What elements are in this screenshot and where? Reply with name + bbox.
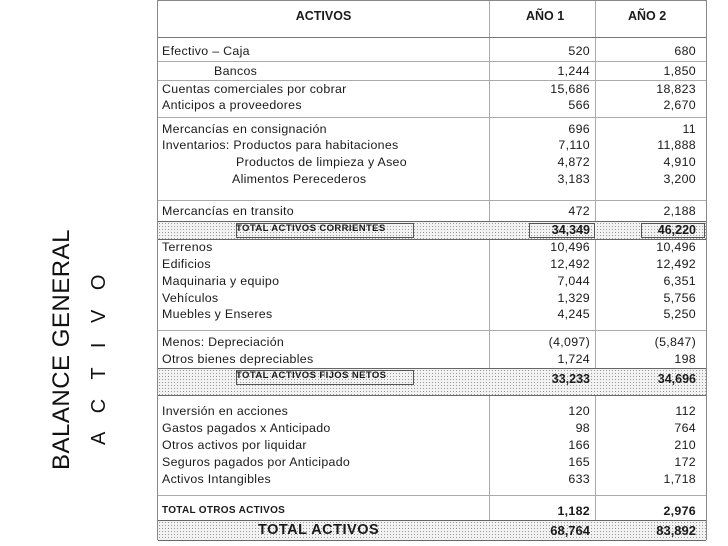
row-divider [158,495,706,496]
table-row: Muebles y Enseres 4,245 5,250 [162,307,696,321]
row-divider [158,80,706,81]
table-row: Terrenos 10,496 10,496 [162,240,696,254]
header-year-1: AÑO 1 [526,9,565,23]
table-row: Vehículos 1,329 5,756 [162,291,696,305]
table-row: Activos Intangibles 633 1,718 [162,472,696,486]
total-otros-activos: TOTAL OTROS ACTIVOS 1,182 2,976 [162,504,696,518]
page-subtitle: A C T I V O [88,267,110,445]
table-row: Seguros pagados por Anticipado 165 172 [162,455,696,469]
row-divider [158,117,706,118]
header-divider [158,37,706,38]
table-row: Gastos pagados x Anticipado 98 764 [162,421,696,435]
balance-sheet-table [157,0,707,540]
table-row: Cuentas comerciales por cobrar 15,686 18,823 [162,82,696,96]
row-divider [158,200,706,201]
table-row: Efectivo – Caja 520 680 [162,44,696,58]
table-row: Anticipos a proveedores 566 2,670 [162,98,696,112]
total-activos: TOTAL ACTIVOS 68,764 83,892 [158,520,706,541]
table-row: Otros bienes depreciables 1,724 198 [162,352,696,366]
table-row: Mercancías en transito 472 2,188 [162,204,696,218]
table-row: Edificios 12,492 12,492 [162,257,696,271]
table-row: Mercancías en consignación 696 11 [162,122,696,136]
row-divider [158,330,706,331]
total-activos-fijos-netos: TOTAL ACTIVOS FIJOS NETOS 33,233 34,696 [158,368,706,396]
header-activos: ACTIVOS [295,9,352,23]
table-row: Menos: Depreciación (4,097) (5,847) [162,335,696,349]
page-title: BALANCE GENERAL [48,229,75,470]
table-row: Productos de limpieza y Aseo 4,872 4,910 [236,155,696,169]
header-year-2: AÑO 2 [628,9,667,23]
table-row: Otros activos por liquidar 166 210 [162,438,696,452]
total-activos-corrientes: TOTAL ACTIVOS CORRIENTES 34,349 46,220 [158,221,706,240]
table-row: Alimentos Perecederos 3,183 3,200 [232,172,696,186]
table-row: Maquinaria y equipo 7,044 6,351 [162,274,696,288]
table-row: Inversión en acciones 120 112 [162,404,696,418]
table-row: Inventarios: Productos para habitaciones 7,110 11,888 [162,138,696,152]
row-divider [158,61,706,62]
table-row: Bancos 1,244 1,850 [214,64,696,78]
